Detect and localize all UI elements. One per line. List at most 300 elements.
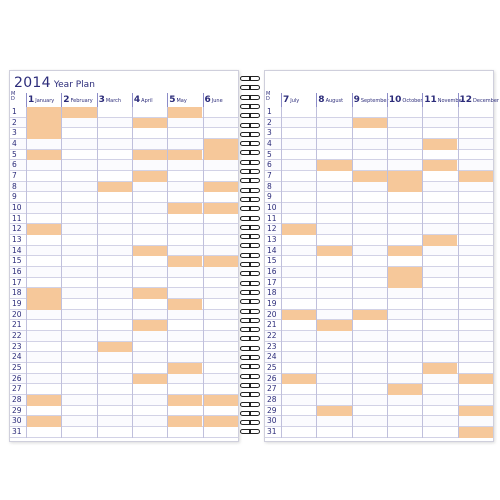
day-cell[interactable] xyxy=(168,427,202,438)
day-cell[interactable] xyxy=(423,352,457,363)
day-cell[interactable] xyxy=(423,139,457,150)
day-cell[interactable] xyxy=(317,406,351,417)
day-cell[interactable] xyxy=(204,374,238,385)
day-cell[interactable] xyxy=(168,246,202,257)
day-cell[interactable] xyxy=(317,256,351,267)
day-cell[interactable] xyxy=(459,118,493,129)
day-cell[interactable] xyxy=(459,192,493,203)
day-cell[interactable] xyxy=(133,118,167,129)
day-cell[interactable] xyxy=(62,128,96,139)
day-cell[interactable] xyxy=(168,395,202,406)
day-cell[interactable] xyxy=(388,310,422,321)
day-cell[interactable] xyxy=(388,256,422,267)
day-cell[interactable] xyxy=(388,139,422,150)
day-cell[interactable] xyxy=(388,320,422,331)
day-cell[interactable] xyxy=(27,171,61,182)
day-cell[interactable] xyxy=(317,150,351,161)
day-cell[interactable] xyxy=(388,352,422,363)
day-cell[interactable] xyxy=(27,203,61,214)
day-cell[interactable] xyxy=(423,320,457,331)
day-cell[interactable] xyxy=(168,160,202,171)
day-cell[interactable] xyxy=(353,139,387,150)
day-cell[interactable] xyxy=(204,139,238,150)
day-cell[interactable] xyxy=(98,214,132,225)
day-cell[interactable] xyxy=(27,107,61,118)
day-cell[interactable] xyxy=(317,192,351,203)
day-cell[interactable] xyxy=(317,139,351,150)
day-cell[interactable] xyxy=(423,395,457,406)
day-cell[interactable] xyxy=(62,107,96,118)
day-cell[interactable] xyxy=(423,107,457,118)
day-cell[interactable] xyxy=(282,214,316,225)
day-cell[interactable] xyxy=(459,128,493,139)
day-cell[interactable] xyxy=(204,427,238,438)
day-cell[interactable] xyxy=(204,107,238,118)
day-cell[interactable] xyxy=(388,182,422,193)
day-cell[interactable] xyxy=(459,427,493,438)
day-cell[interactable] xyxy=(388,192,422,203)
day-cell[interactable] xyxy=(388,150,422,161)
day-cell[interactable] xyxy=(27,395,61,406)
day-cell[interactable] xyxy=(317,352,351,363)
day-cell[interactable] xyxy=(353,160,387,171)
day-cell[interactable] xyxy=(27,192,61,203)
day-cell[interactable] xyxy=(204,203,238,214)
day-cell[interactable] xyxy=(459,299,493,310)
day-cell[interactable] xyxy=(282,299,316,310)
day-cell[interactable] xyxy=(282,374,316,385)
day-cell[interactable] xyxy=(388,416,422,427)
day-cell[interactable] xyxy=(98,182,132,193)
day-cell[interactable] xyxy=(62,256,96,267)
day-cell[interactable] xyxy=(98,395,132,406)
day-cell[interactable] xyxy=(353,352,387,363)
day-cell[interactable] xyxy=(204,278,238,289)
day-cell[interactable] xyxy=(317,107,351,118)
day-cell[interactable] xyxy=(133,246,167,257)
day-cell[interactable] xyxy=(98,224,132,235)
day-cell[interactable] xyxy=(168,299,202,310)
day-cell[interactable] xyxy=(27,224,61,235)
day-cell[interactable] xyxy=(388,395,422,406)
day-cell[interactable] xyxy=(423,267,457,278)
day-cell[interactable] xyxy=(353,192,387,203)
day-cell[interactable] xyxy=(282,384,316,395)
day-cell[interactable] xyxy=(459,278,493,289)
day-cell[interactable] xyxy=(388,374,422,385)
day-cell[interactable] xyxy=(317,267,351,278)
day-cell[interactable] xyxy=(204,395,238,406)
day-cell[interactable] xyxy=(317,331,351,342)
day-cell[interactable] xyxy=(168,150,202,161)
day-cell[interactable] xyxy=(168,352,202,363)
day-cell[interactable] xyxy=(282,128,316,139)
day-cell[interactable] xyxy=(317,128,351,139)
day-cell[interactable] xyxy=(98,363,132,374)
day-cell[interactable] xyxy=(168,256,202,267)
day-cell[interactable] xyxy=(282,310,316,321)
day-cell[interactable] xyxy=(423,363,457,374)
day-cell[interactable] xyxy=(353,171,387,182)
day-cell[interactable] xyxy=(133,320,167,331)
day-cell[interactable] xyxy=(423,406,457,417)
day-cell[interactable] xyxy=(62,118,96,129)
day-cell[interactable] xyxy=(133,310,167,321)
day-cell[interactable] xyxy=(168,203,202,214)
day-cell[interactable] xyxy=(388,406,422,417)
day-cell[interactable] xyxy=(62,320,96,331)
day-cell[interactable] xyxy=(353,224,387,235)
day-cell[interactable] xyxy=(317,427,351,438)
day-cell[interactable] xyxy=(204,331,238,342)
day-cell[interactable] xyxy=(282,139,316,150)
day-cell[interactable] xyxy=(317,310,351,321)
day-cell[interactable] xyxy=(459,310,493,321)
day-cell[interactable] xyxy=(459,352,493,363)
day-cell[interactable] xyxy=(62,214,96,225)
day-cell[interactable] xyxy=(168,192,202,203)
day-cell[interactable] xyxy=(168,235,202,246)
day-cell[interactable] xyxy=(282,118,316,129)
day-cell[interactable] xyxy=(282,182,316,193)
day-cell[interactable] xyxy=(459,342,493,353)
day-cell[interactable] xyxy=(133,416,167,427)
day-cell[interactable] xyxy=(388,107,422,118)
day-cell[interactable] xyxy=(98,128,132,139)
day-cell[interactable] xyxy=(27,427,61,438)
day-cell[interactable] xyxy=(459,160,493,171)
day-cell[interactable] xyxy=(282,406,316,417)
day-cell[interactable] xyxy=(62,182,96,193)
day-cell[interactable] xyxy=(98,320,132,331)
day-cell[interactable] xyxy=(317,320,351,331)
day-cell[interactable] xyxy=(98,384,132,395)
day-cell[interactable] xyxy=(98,160,132,171)
day-cell[interactable] xyxy=(133,299,167,310)
day-cell[interactable] xyxy=(459,406,493,417)
day-cell[interactable] xyxy=(168,374,202,385)
day-cell[interactable] xyxy=(133,171,167,182)
day-cell[interactable] xyxy=(282,150,316,161)
day-cell[interactable] xyxy=(282,256,316,267)
day-cell[interactable] xyxy=(353,203,387,214)
day-cell[interactable] xyxy=(423,384,457,395)
day-cell[interactable] xyxy=(282,224,316,235)
day-cell[interactable] xyxy=(423,310,457,321)
day-cell[interactable] xyxy=(168,406,202,417)
day-cell[interactable] xyxy=(353,310,387,321)
day-cell[interactable] xyxy=(27,160,61,171)
day-cell[interactable] xyxy=(459,246,493,257)
day-cell[interactable] xyxy=(27,406,61,417)
day-cell[interactable] xyxy=(317,416,351,427)
day-cell[interactable] xyxy=(204,320,238,331)
day-cell[interactable] xyxy=(62,310,96,321)
day-cell[interactable] xyxy=(317,214,351,225)
day-cell[interactable] xyxy=(388,160,422,171)
day-cell[interactable] xyxy=(388,203,422,214)
day-cell[interactable] xyxy=(133,160,167,171)
day-cell[interactable] xyxy=(98,107,132,118)
day-cell[interactable] xyxy=(168,139,202,150)
day-cell[interactable] xyxy=(282,278,316,289)
day-cell[interactable] xyxy=(423,374,457,385)
day-cell[interactable] xyxy=(62,171,96,182)
day-cell[interactable] xyxy=(317,384,351,395)
day-cell[interactable] xyxy=(459,107,493,118)
day-cell[interactable] xyxy=(133,406,167,417)
day-cell[interactable] xyxy=(204,299,238,310)
day-cell[interactable] xyxy=(204,352,238,363)
day-cell[interactable] xyxy=(282,171,316,182)
day-cell[interactable] xyxy=(27,150,61,161)
day-cell[interactable] xyxy=(62,374,96,385)
day-cell[interactable] xyxy=(423,342,457,353)
day-cell[interactable] xyxy=(388,246,422,257)
day-cell[interactable] xyxy=(27,288,61,299)
day-cell[interactable] xyxy=(459,171,493,182)
day-cell[interactable] xyxy=(133,203,167,214)
day-cell[interactable] xyxy=(62,150,96,161)
day-cell[interactable] xyxy=(388,224,422,235)
day-cell[interactable] xyxy=(204,288,238,299)
day-cell[interactable] xyxy=(168,107,202,118)
day-cell[interactable] xyxy=(133,427,167,438)
day-cell[interactable] xyxy=(98,139,132,150)
day-cell[interactable] xyxy=(27,128,61,139)
day-cell[interactable] xyxy=(27,299,61,310)
day-cell[interactable] xyxy=(204,192,238,203)
day-cell[interactable] xyxy=(98,352,132,363)
day-cell[interactable] xyxy=(204,128,238,139)
day-cell[interactable] xyxy=(317,246,351,257)
day-cell[interactable] xyxy=(98,118,132,129)
day-cell[interactable] xyxy=(317,374,351,385)
day-cell[interactable] xyxy=(423,118,457,129)
day-cell[interactable] xyxy=(423,160,457,171)
day-cell[interactable] xyxy=(62,160,96,171)
day-cell[interactable] xyxy=(388,342,422,353)
day-cell[interactable] xyxy=(168,288,202,299)
day-cell[interactable] xyxy=(168,320,202,331)
day-cell[interactable] xyxy=(98,299,132,310)
day-cell[interactable] xyxy=(98,150,132,161)
day-cell[interactable] xyxy=(459,384,493,395)
day-cell[interactable] xyxy=(459,363,493,374)
day-cell[interactable] xyxy=(317,224,351,235)
day-cell[interactable] xyxy=(388,235,422,246)
day-cell[interactable] xyxy=(27,214,61,225)
day-cell[interactable] xyxy=(168,118,202,129)
day-cell[interactable] xyxy=(388,278,422,289)
day-cell[interactable] xyxy=(98,374,132,385)
day-cell[interactable] xyxy=(317,182,351,193)
day-cell[interactable] xyxy=(353,299,387,310)
day-cell[interactable] xyxy=(317,278,351,289)
day-cell[interactable] xyxy=(62,278,96,289)
day-cell[interactable] xyxy=(423,235,457,246)
day-cell[interactable] xyxy=(423,171,457,182)
day-cell[interactable] xyxy=(27,235,61,246)
day-cell[interactable] xyxy=(353,256,387,267)
day-cell[interactable] xyxy=(168,128,202,139)
day-cell[interactable] xyxy=(388,267,422,278)
day-cell[interactable] xyxy=(133,278,167,289)
day-cell[interactable] xyxy=(423,416,457,427)
day-cell[interactable] xyxy=(353,235,387,246)
day-cell[interactable] xyxy=(168,331,202,342)
day-cell[interactable] xyxy=(423,427,457,438)
day-cell[interactable] xyxy=(133,224,167,235)
day-cell[interactable] xyxy=(317,395,351,406)
day-cell[interactable] xyxy=(353,288,387,299)
day-cell[interactable] xyxy=(133,374,167,385)
day-cell[interactable] xyxy=(423,288,457,299)
day-cell[interactable] xyxy=(282,395,316,406)
day-cell[interactable] xyxy=(317,342,351,353)
day-cell[interactable] xyxy=(388,384,422,395)
day-cell[interactable] xyxy=(27,267,61,278)
day-cell[interactable] xyxy=(353,214,387,225)
day-cell[interactable] xyxy=(388,118,422,129)
day-cell[interactable] xyxy=(353,416,387,427)
day-cell[interactable] xyxy=(62,267,96,278)
day-cell[interactable] xyxy=(388,171,422,182)
day-cell[interactable] xyxy=(282,363,316,374)
day-cell[interactable] xyxy=(459,267,493,278)
day-cell[interactable] xyxy=(168,310,202,321)
day-cell[interactable] xyxy=(133,150,167,161)
day-cell[interactable] xyxy=(353,107,387,118)
day-cell[interactable] xyxy=(133,352,167,363)
day-cell[interactable] xyxy=(204,406,238,417)
day-cell[interactable] xyxy=(353,363,387,374)
day-cell[interactable] xyxy=(423,224,457,235)
day-cell[interactable] xyxy=(282,267,316,278)
day-cell[interactable] xyxy=(317,171,351,182)
day-cell[interactable] xyxy=(353,128,387,139)
day-cell[interactable] xyxy=(282,107,316,118)
day-cell[interactable] xyxy=(459,288,493,299)
day-cell[interactable] xyxy=(317,203,351,214)
day-cell[interactable] xyxy=(27,342,61,353)
day-cell[interactable] xyxy=(423,214,457,225)
day-cell[interactable] xyxy=(459,331,493,342)
day-cell[interactable] xyxy=(98,203,132,214)
day-cell[interactable] xyxy=(282,342,316,353)
day-cell[interactable] xyxy=(282,192,316,203)
day-cell[interactable] xyxy=(282,331,316,342)
day-cell[interactable] xyxy=(459,203,493,214)
day-cell[interactable] xyxy=(62,384,96,395)
day-cell[interactable] xyxy=(62,246,96,257)
day-cell[interactable] xyxy=(168,416,202,427)
day-cell[interactable] xyxy=(204,214,238,225)
day-cell[interactable] xyxy=(353,118,387,129)
day-cell[interactable] xyxy=(282,427,316,438)
day-cell[interactable] xyxy=(27,139,61,150)
day-cell[interactable] xyxy=(423,150,457,161)
day-cell[interactable] xyxy=(204,160,238,171)
day-cell[interactable] xyxy=(98,246,132,257)
day-cell[interactable] xyxy=(62,352,96,363)
day-cell[interactable] xyxy=(353,246,387,257)
day-cell[interactable] xyxy=(133,214,167,225)
day-cell[interactable] xyxy=(62,139,96,150)
day-cell[interactable] xyxy=(353,342,387,353)
day-cell[interactable] xyxy=(204,416,238,427)
day-cell[interactable] xyxy=(282,160,316,171)
day-cell[interactable] xyxy=(317,160,351,171)
day-cell[interactable] xyxy=(353,384,387,395)
day-cell[interactable] xyxy=(317,288,351,299)
day-cell[interactable] xyxy=(133,192,167,203)
day-cell[interactable] xyxy=(423,331,457,342)
day-cell[interactable] xyxy=(353,427,387,438)
day-cell[interactable] xyxy=(62,427,96,438)
day-cell[interactable] xyxy=(353,278,387,289)
day-cell[interactable] xyxy=(204,363,238,374)
day-cell[interactable] xyxy=(62,299,96,310)
day-cell[interactable] xyxy=(388,331,422,342)
day-cell[interactable] xyxy=(353,182,387,193)
day-cell[interactable] xyxy=(98,288,132,299)
day-cell[interactable] xyxy=(459,256,493,267)
day-cell[interactable] xyxy=(27,384,61,395)
day-cell[interactable] xyxy=(168,363,202,374)
day-cell[interactable] xyxy=(282,416,316,427)
day-cell[interactable] xyxy=(62,192,96,203)
day-cell[interactable] xyxy=(133,139,167,150)
day-cell[interactable] xyxy=(27,363,61,374)
day-cell[interactable] xyxy=(62,288,96,299)
day-cell[interactable] xyxy=(282,320,316,331)
day-cell[interactable] xyxy=(282,203,316,214)
day-cell[interactable] xyxy=(27,374,61,385)
day-cell[interactable] xyxy=(27,310,61,321)
day-cell[interactable] xyxy=(282,246,316,257)
day-cell[interactable] xyxy=(388,299,422,310)
day-cell[interactable] xyxy=(133,235,167,246)
day-cell[interactable] xyxy=(388,363,422,374)
day-cell[interactable] xyxy=(423,299,457,310)
day-cell[interactable] xyxy=(98,342,132,353)
day-cell[interactable] xyxy=(27,352,61,363)
day-cell[interactable] xyxy=(317,118,351,129)
day-cell[interactable] xyxy=(204,235,238,246)
day-cell[interactable] xyxy=(353,320,387,331)
day-cell[interactable] xyxy=(62,203,96,214)
day-cell[interactable] xyxy=(27,416,61,427)
day-cell[interactable] xyxy=(317,363,351,374)
day-cell[interactable] xyxy=(388,214,422,225)
day-cell[interactable] xyxy=(62,406,96,417)
day-cell[interactable] xyxy=(98,256,132,267)
day-cell[interactable] xyxy=(282,352,316,363)
day-cell[interactable] xyxy=(459,150,493,161)
day-cell[interactable] xyxy=(459,395,493,406)
day-cell[interactable] xyxy=(423,278,457,289)
day-cell[interactable] xyxy=(27,246,61,257)
day-cell[interactable] xyxy=(133,107,167,118)
day-cell[interactable] xyxy=(204,182,238,193)
day-cell[interactable] xyxy=(168,182,202,193)
day-cell[interactable] xyxy=(317,235,351,246)
day-cell[interactable] xyxy=(98,192,132,203)
day-cell[interactable] xyxy=(353,395,387,406)
day-cell[interactable] xyxy=(98,235,132,246)
day-cell[interactable] xyxy=(423,203,457,214)
